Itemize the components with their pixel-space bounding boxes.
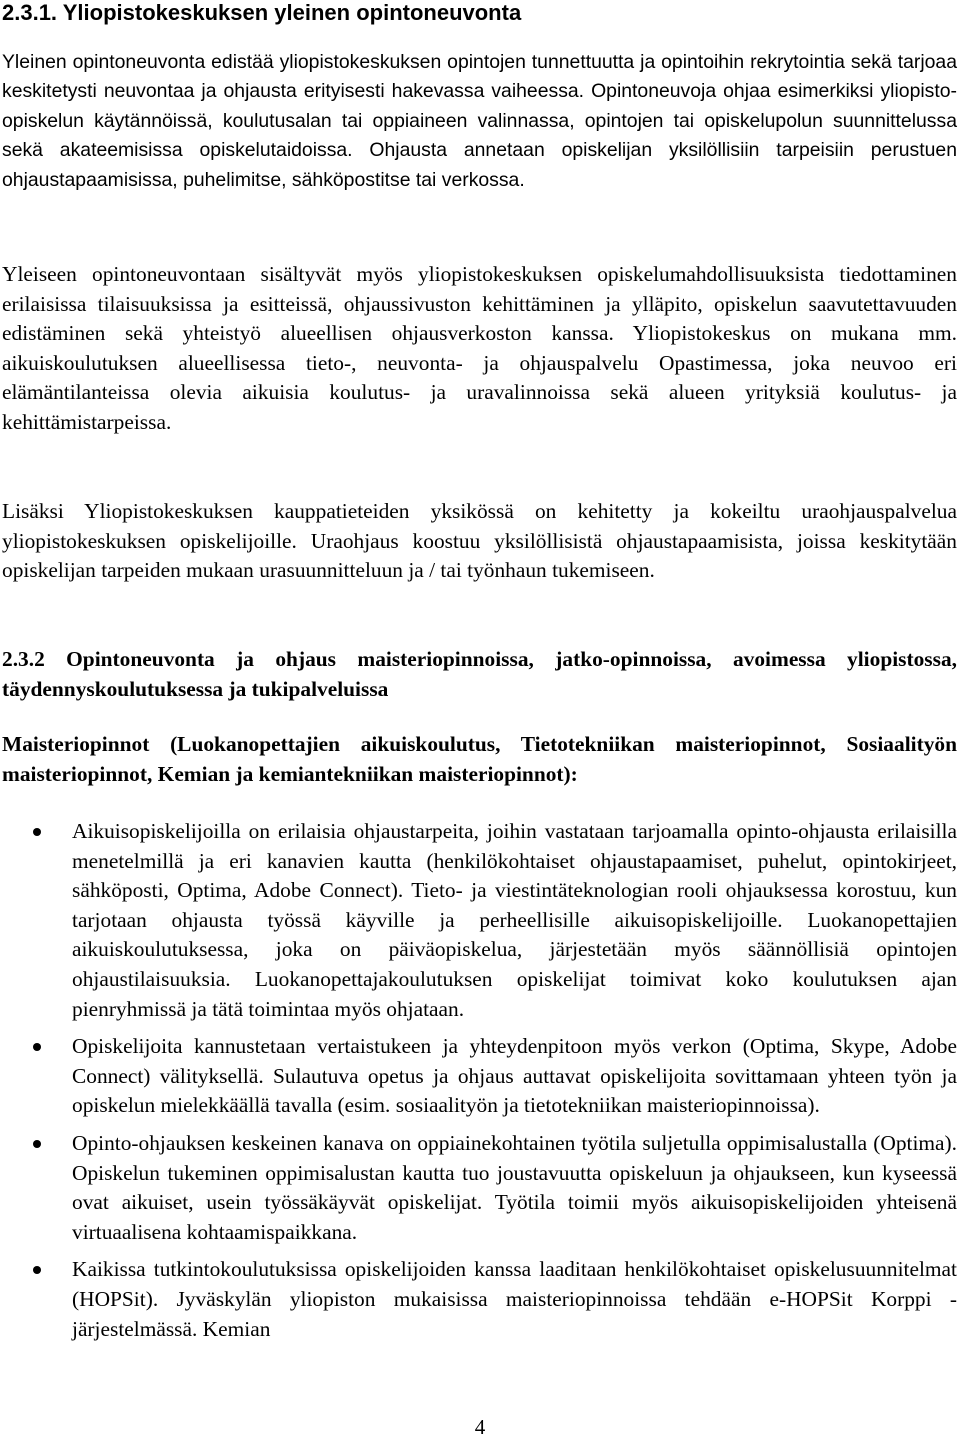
list-item-text: Aikuisopiskelijoilla on erilaisia ohjaustarpeita, joihin vastataan tarjoamalla opinto-ohjausta erilaisilla menetelmillä ja eri kanavien kautta (henkilökohtaiset ohjaustapaamiset, puhelut, opintokirjeet, sähköposti, Optima, Adobe Connect). Tieto- ja viestintäteknologian rooli ohjauksessa korostuu, kun tarjotaan ohjausta työssä käyville ja perheellisille aikuisopiskelijoille. Luokanopettajien aikuiskoulutuksessa, joka on päiväopiskelua, järjestetään myös säännöllisiä opintojen ohjaustilaisuuksia. Luokanopettajakoulutuksen opiskelijat toimivat koko koulutuksen ajan pienryhmissä ja tätä toimintaa myös ohjataan.: [72, 819, 957, 1021]
list-item: [0, 1129, 957, 1247]
list-item-text: Opiskelijoita kannustetaan vertaistukeen ja yhteydenpitoon myös verkon (Optima, Skype, Adobe Connect) välityksellä. Sulautuva opetus ja ohjaus auttavat opiskelijoita sovittamaan yhteen työn ja opiskelun mielekkäällä tavalla (esim. sosiaalityön ja tietotekniikan maisteriopinnoissa).: [72, 1034, 957, 1118]
paragraph-general-guidance-includes: [2, 260, 957, 438]
subheading-masters-studies: Maisteriopinnot (Luokanopettajien aikuiskoulutus, Tietotekniikan maisteriopinnot, Sosiaalityön maisteriopinnot, Kemian ja kemiantekniikan maisteriopinnot):: [2, 732, 957, 786]
paragraph-text: Yleinen opintoneuvonta edistää yliopistokeskuksen opintojen tunnettuutta ja opintoihin rekrytointia sekä tarjoaa keskitetysti neuvontaa ja ohjausta erityisesti hakevassa vaiheessa. Opintoneuvoja ohjaa esimerkiksi yliopisto-opiskelun käytännöissä, koulutusalan tai oppiaineen valinnassa, opintojen tai opiskelupolun suunnittelussa sekä akateemisissa opiskelutaidoissa. Ohjausta annetaan opiskelijan yksilöllisiin tarpeisiin perustuen ohjaustapaamisissa, puhelimitse, sähköpostitse tai verkossa.: [2, 51, 957, 191]
paragraph-text: Yleiseen opintoneuvontaan sisältyvät myös yliopistokeskuksen opiskelumahdollisuuksista tiedottaminen erilaisissa tilaisuuksissa ja esitteissä, ohjaussivuston kehittäminen ja ylläpito, opiskelun saavutettavuuden edistäminen sekä yhteistyö alueellisen ohjausverkoston kanssa. Yliopistokeskus on mukana mm. aikuiskoulutuksen alueellisessa tieto-, neuvonta- ja ohjauspalvelu Opastimessa, joka neuvoo eri elämäntilanteissa olevia aikuisia koulutus- ja uravalinnoissa sekä alueen yrityksiä koulutus- ja kehittämistarpeissa.: [2, 262, 957, 434]
paragraph-general-guidance: [2, 48, 957, 195]
bullet-icon: [33, 1043, 41, 1051]
bullet-icon: [33, 1266, 41, 1274]
list-item: [0, 1032, 957, 1121]
section-heading-2-3-2: 2.3.2 Opintoneuvonta ja ohjaus maisteriopinnoissa, jatko-opinnoissa, avoimessa yliopistossa, täydennyskoulutuksessa ja tukipalveluissa: [2, 647, 957, 701]
section-heading-2-3-1: 2.3.1. Yliopistokeskuksen yleinen opintoneuvonta: [2, 0, 522, 25]
paragraph-text: Lisäksi Yliopistokeskuksen kauppatieteiden yksikössä on kehitetty ja kokeiltu uraohjauspalvelua yliopistokeskuksen opiskelijoille. Uraohjaus koostuu yksilöllisistä ohjaustapaamisista, joissa keskitytään opiskelijan tarpeiden mukaan urasuunnitteluun ja / tai työnhaun tukemiseen.: [2, 499, 957, 583]
list-item-text: Opinto-ohjauksen keskeinen kanava on oppiainekohtainen työtila suljetulla oppimisalustalla (Optima). Opiskelun tukeminen oppimisalustan kautta tuo joustavuutta opiskeluun ja ohjaukseen, kun kyseessä ovat aikuiset, usein työssäkäyvät opiskelijat. Työtila toimii myös aikuisopiskelijoiden yhteisenä virtuaalisena kohtaamispaikkana.: [72, 1130, 957, 1244]
bullet-icon: [33, 828, 41, 836]
list-item-text: Kaikissa tutkintokoulutuksissa opiskelijoiden kanssa laaditaan henkilökohtaiset opiskelusuunnitelmat (HOPSit). Jyväskylän yliopiston mukaisissa maisteriopinnoissa tehdään e-HOPSit Korppi -järjestelmässä. Kemian: [72, 1257, 957, 1341]
paragraph-career-guidance: [2, 497, 957, 586]
list-item: [0, 817, 957, 1024]
bullet-list: [0, 817, 957, 1352]
bullet-icon: [33, 1140, 41, 1148]
list-item: [0, 1255, 957, 1344]
page-number: 4: [474, 1415, 486, 1439]
